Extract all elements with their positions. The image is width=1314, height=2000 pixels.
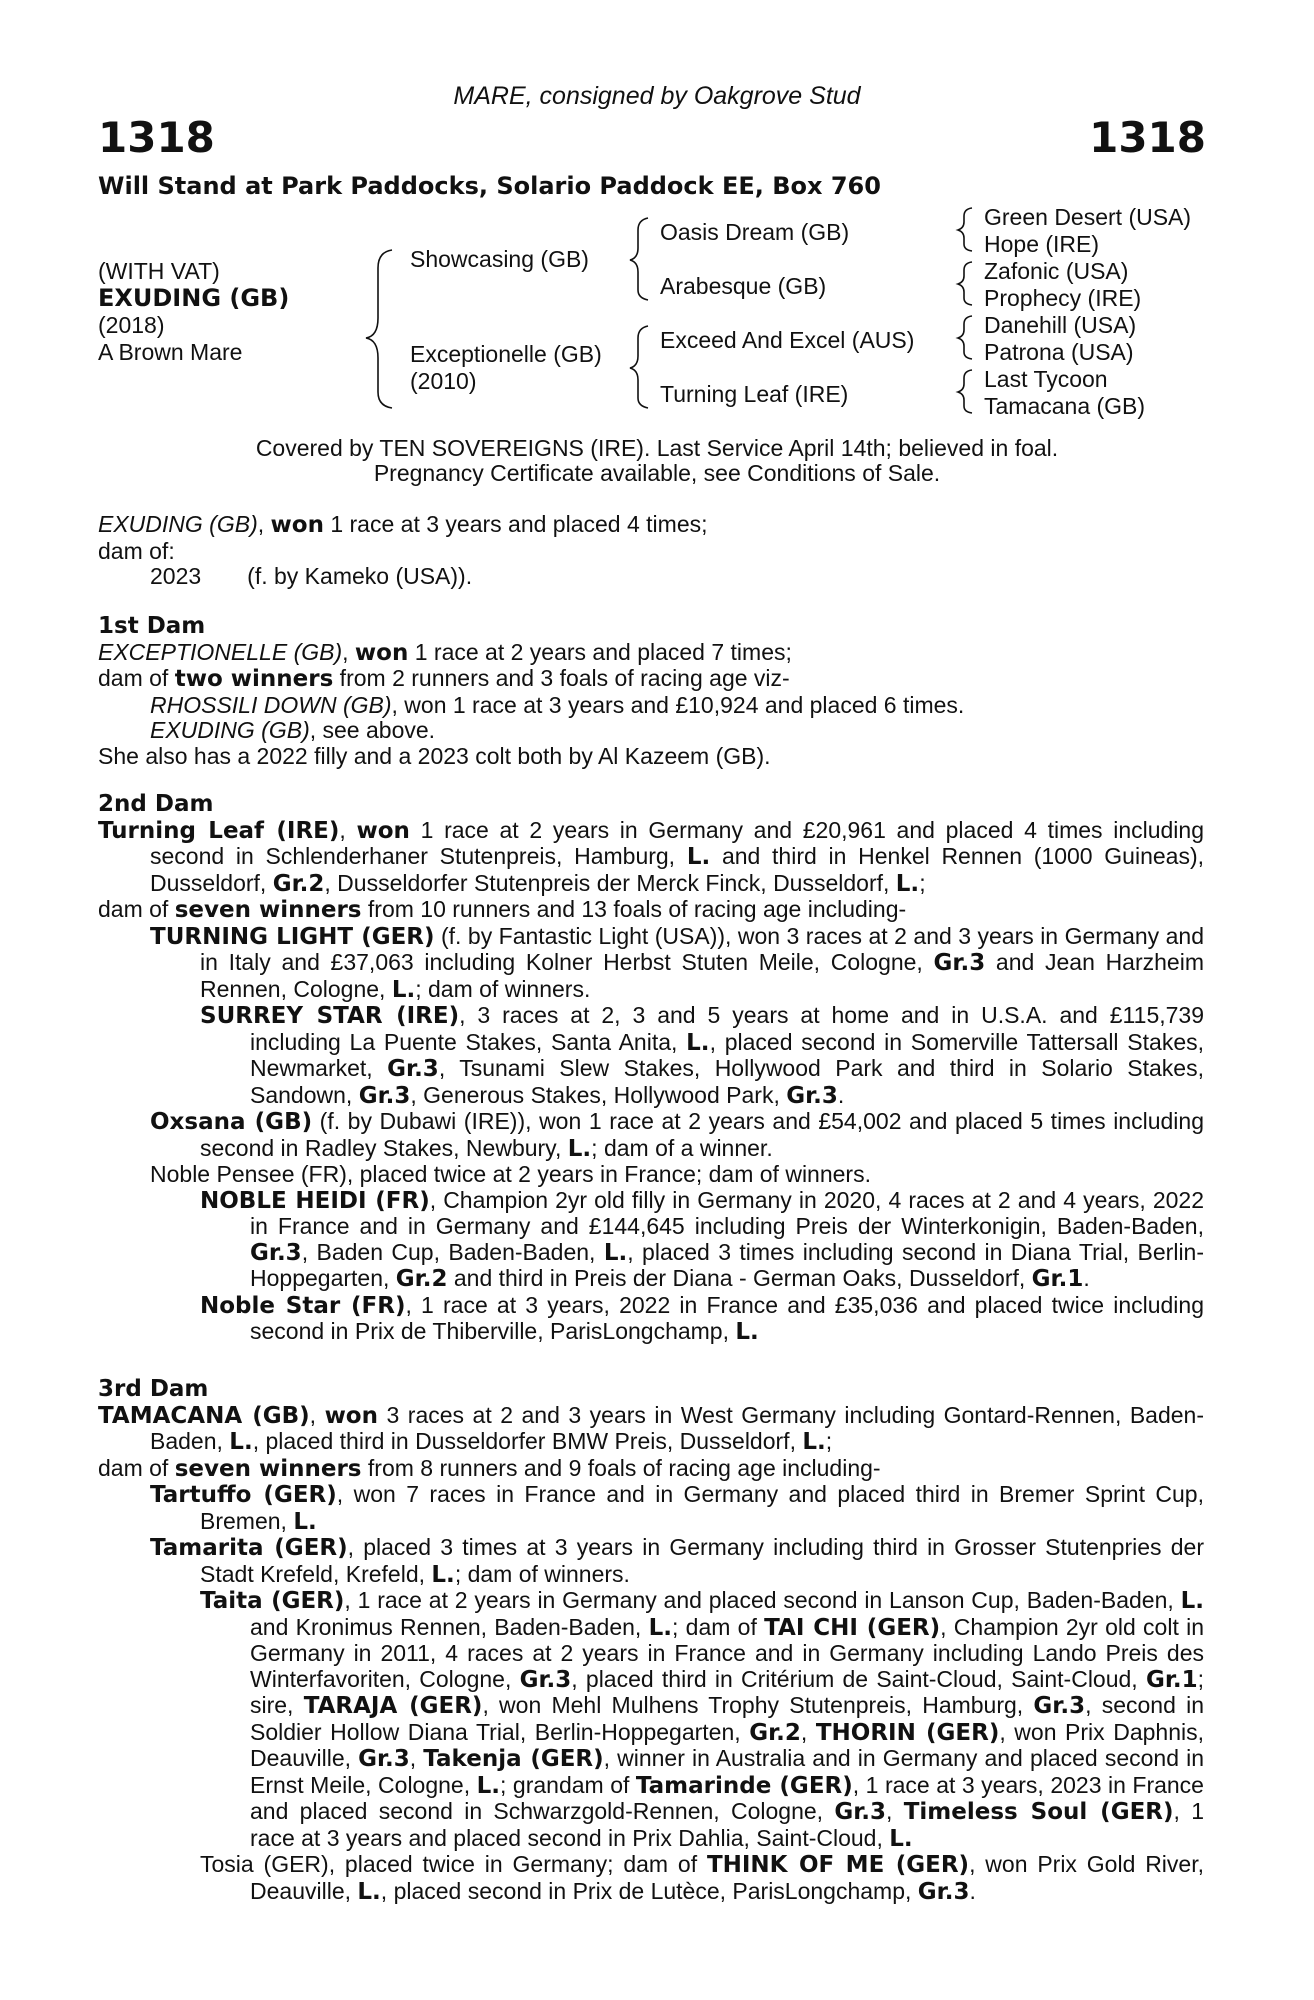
horse-name: EXUDING (GB) [98, 284, 290, 312]
ggparent-2: Hope (IRE) [984, 231, 1100, 257]
ggparent-8: Tamacana (GB) [984, 393, 1146, 419]
first-dam-produce-summary: dam of two winners from 2 runners and 3 foals of racing age viz- [98, 665, 790, 692]
runner-exuding: EXUDING (GB) [150, 717, 310, 743]
horse-description: A Brown Mare [98, 339, 243, 365]
produce-row [98, 564, 1204, 590]
tartuffo-name: Tartuffo (GER) [150, 1482, 337, 1508]
sire-dam: Arabesque (GB) [660, 273, 827, 299]
intro-dam-of: dam of: [98, 537, 175, 564]
first-dam-section [98, 614, 1204, 769]
noble-heidi-entry: NOBLE HEIDI (FR), Champion 2yr old filly in Germany in 2020, 4 races at 2 and 4 years, 2022 in France and in Germany and £144,645 including Preis der Winterkonigin, Baden-Baden, Gr.3, Baden Cup, Baden-Baden, L., placed 3 times including second in Diana Trial, Berlin-Hoppegarten, Gr.2 and third in Preis der Diana - German Oaks, Dusseldorf, Gr.1. [200, 1186, 1205, 1292]
oxsana-entry: Oxsana (GB) (f. by Dubawi (IRE)), won 1 race at 2 years and £54,002 and placed 5 times including second in Radley Stakes, Newbury, L.; dam of a winner. [150, 1108, 1204, 1162]
third-dam-produce-summary: dam of seven winners from 8 runners and 9 foals of racing age including- [98, 1454, 881, 1482]
covered-line-2: Pregnancy Certificate available, see Conditions of Sale. [373, 460, 941, 486]
sire-name: Showcasing (GB) [410, 246, 589, 272]
horse-year: (2018) [98, 312, 165, 338]
first-dam-record: EXCEPTIONELLE (GB), won 1 race at 2 years and placed 7 times; [98, 638, 792, 666]
dam-name: Exceptionelle (GB) [410, 341, 602, 367]
produce-text: (f. by Kameko (USA)). [247, 563, 473, 589]
third-dam-section [98, 1377, 1204, 1905]
lot-number-left: 1318 [98, 113, 215, 162]
second-dam-name: Turning Leaf (IRE) [98, 817, 340, 844]
ggparent-7: Last Tycoon [984, 366, 1108, 392]
turning-light-name: TURNING LIGHT (GER) [150, 923, 435, 950]
turning-light-entry: TURNING LIGHT (GER) (f. by Fantastic Light (USA)), won 3 races at 2 and 3 years in Germany and in Italy and £37,063 including Kolner Herbst Stuten Meile, Cologne, Gr.3 and Jean Harzheim Rennen, Cologne, L.; dam of winners. [150, 922, 1204, 1003]
third-dam-record: TAMACANA (GB), won 3 races at 2 and 3 years in West Germany including Gontard-Rennen, Baden-Baden, L., placed third in Dusseldorfer BMW Preis, Dusseldorf, L.; [98, 1401, 1205, 1455]
ggparent-1: Green Desert (USA) [984, 204, 1192, 230]
third-dam-name: TAMACANA (GB) [98, 1402, 310, 1429]
taita-entry: Taita (GER), 1 race at 2 years in Germany and placed second in Lanson Cup, Baden-Baden, L. and Kronimus Rennen, Baden-Baden, L.; dam of TAI CHI (GER), Champion 2yr old colt in Germany in 2011, 4 races at 2 years in France and in Germany including Lando Preis des Winterfavoriten, Cologne, Gr.3, placed third in Critérium de Saint-Cloud, Saint-Cloud, Gr.1; sire, TARAJA (GER), won Mehl Mulhens Trophy Stutenpreis, Hamburg, Gr.3, second in Soldier Hollow Diana Trial, Berlin-Hoppegarten, Gr.2, THORIN (GER), won Prix Daphnis, Deauville, Gr.3, Takenja (GER), winner in Australia and in Germany and placed second in Ernst Meile, Cologne, L.; grandam of Tamarinde (GER), 1 race at 3 years, 2023 in France and placed second in Schwarzgold-Rennen, Cologne, Gr.3, Timeless Soul (GER), 1 race at 3 years and placed second in Prix Dahlia, Saint-Cloud, L. [200, 1587, 1205, 1852]
first-dam-rest: 1 race at 2 years and placed 7 times; [408, 638, 792, 665]
first-dam-heading: 1st Dam [98, 613, 206, 639]
lot-number-right: 1318 [1089, 113, 1206, 162]
ggparent-4: Prophecy (IRE) [984, 285, 1142, 311]
runner-rhossili-down: RHOSSILI DOWN (GB) [150, 691, 392, 718]
noble-star-name: Noble Star (FR) [200, 1292, 406, 1319]
ggparent-3: Zafonic (USA) [984, 258, 1129, 284]
covered-note [0, 436, 1314, 486]
intro-horse-name: EXUDING (GB) [98, 511, 258, 537]
second-dam-produce-summary: dam of seven winners from 10 runners and 13 foals of racing age including- [98, 896, 907, 923]
first-dam-name: EXCEPTIONELLE (GB) [98, 638, 343, 665]
dam-dam: Turning Leaf (IRE) [660, 381, 849, 407]
tosia-entry: Tosia (GER), placed twice in Germany; dam of THINK OF ME (GER), won Prix Gold River, Deauville, L., placed second in Prix de Lutèce, ParisLongchamp, Gr.3. [200, 1851, 1204, 1905]
third-dam-heading: 3rd Dam [98, 1376, 209, 1402]
taita-name: Taita (GER) [200, 1588, 345, 1614]
sire-sire: Oasis Dream (GB) [660, 219, 850, 245]
ggparent-5: Danehill (USA) [984, 312, 1137, 338]
intro-section [98, 512, 1204, 590]
first-dam-runner-2: EXUDING (GB), see above. [150, 717, 436, 743]
first-dam-runner-1: RHOSSILI DOWN (GB), won 1 race at 3 years and £10,924 and placed 6 times. [150, 691, 965, 718]
produce-year: 2023 [150, 563, 202, 589]
oxsana-name: Oxsana (GB) [150, 1109, 313, 1135]
surrey-star-entry: SURREY STAR (IRE), 3 races at 2, 3 and 5 years at home and in U.S.A. and £115,739 including La Puente Stakes, Santa Anita, L., placed second in Somerville Tattersall Stakes, Newmarket, Gr.3, Tsunami Slew Stakes, Hollywood Park and third in Solario Stakes, Sandown, Gr.3, Generous Stakes, Hollywood Park, Gr.3. [200, 1002, 1205, 1109]
noble-pensee-entry: Noble Pensee (FR), placed twice at 2 years in France; dam of winners. [150, 1161, 871, 1187]
first-dam-winners: two winners [174, 666, 334, 692]
second-dam-section [98, 792, 1204, 1346]
covered-line-1: Covered by TEN SOVEREIGNS (IRE). Last Service April 14th; believed in foal. [255, 435, 1059, 461]
intro-won: won [270, 512, 324, 538]
dam-year: (2010) [410, 368, 477, 394]
intro-record: EXUDING (GB), won 1 race at 3 years and placed 4 times; [98, 511, 708, 538]
surrey-star-name: SURREY STAR (IRE) [200, 1003, 460, 1029]
vat-note: (WITH VAT) [98, 258, 220, 284]
noble-star-entry: Noble Star (FR), 1 race at 3 years, 2022 in France and £35,036 and placed twice including second in Prix de Thiberville, ParisLongchamp, L. [200, 1291, 1204, 1345]
tamarita-name: Tamarita (GER) [150, 1535, 348, 1561]
tamarita-entry: Tamarita (GER), placed 3 times at 3 years in Germany including third in Grosser Stutenpries der Stadt Krefeld, Krefeld, L.; dam of winners. [150, 1534, 1204, 1588]
second-dam-record: Turning Leaf (IRE), won 1 race at 2 years in Germany and £20,961 and placed 4 times including second in Schlenderhaner Stutenpreis, Hamburg, L. and third in Henkel Rennen (1000 Guineas), Dusseldorf, Gr.2, Dusseldorfer Stutenpreis der Merck Finck, Dusseldorf, L.; [98, 816, 1205, 897]
dam-sire: Exceed And Excel (AUS) [660, 327, 915, 353]
location-line: Will Stand at Park Paddocks, Solario Paddock EE, Box 760 [98, 172, 881, 200]
consignor-line: MARE, consigned by Oakgrove Stud [453, 82, 861, 110]
intro-rest: 1 race at 3 years and placed 4 times; [323, 511, 708, 537]
ggparent-6: Patrona (USA) [984, 339, 1134, 365]
second-dam-heading: 2nd Dam [98, 791, 214, 817]
first-dam-also: She also has a 2022 filly and a 2023 colt both by Al Kazeem (GB). [98, 742, 771, 769]
noble-heidi-name: NOBLE HEIDI (FR) [200, 1187, 430, 1214]
tartuffo-entry: Tartuffo (GER), won 7 races in France and in Germany and placed third in Bremer Sprint Cup, Bremen, L. [150, 1481, 1204, 1535]
first-dam-won: won [354, 639, 409, 666]
